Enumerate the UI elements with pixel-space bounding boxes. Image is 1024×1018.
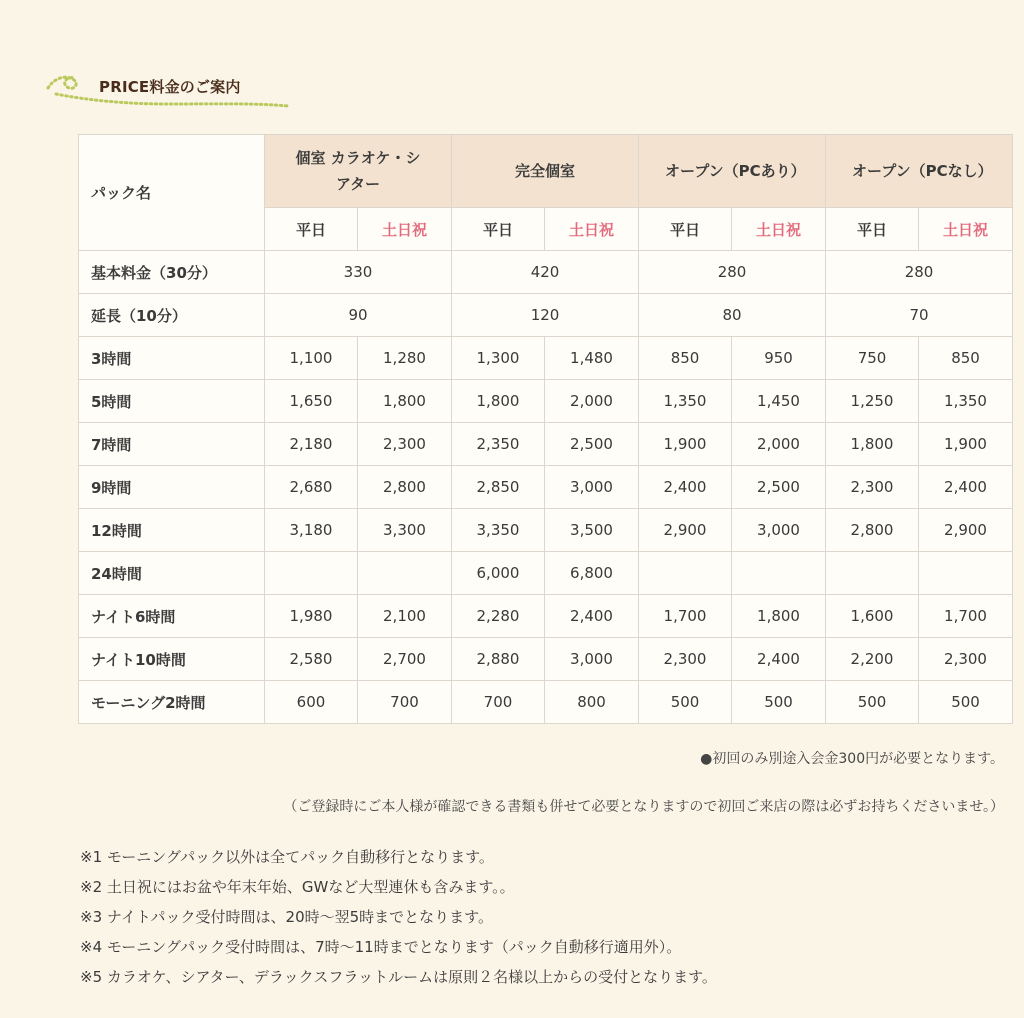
price-cell: 2,350 xyxy=(452,423,545,466)
section-heading xyxy=(46,70,296,110)
price-cell: 2,500 xyxy=(732,466,826,509)
price-cell: 2,900 xyxy=(639,509,732,552)
table-row xyxy=(79,681,1013,724)
price-cell: 2,700 xyxy=(358,638,452,681)
price-cell: 70 xyxy=(826,294,1013,337)
row-label: 12時間 xyxy=(79,509,265,552)
price-cell: 3,500 xyxy=(545,509,639,552)
price-cell: 500 xyxy=(639,681,732,724)
row-label: ナイト10時間 xyxy=(79,638,265,681)
table-row xyxy=(79,638,1013,681)
price-cell: 1,280 xyxy=(358,337,452,380)
price-cell: 2,100 xyxy=(358,595,452,638)
price-cell: 700 xyxy=(452,681,545,724)
price-cell xyxy=(639,552,732,595)
page-title: PRICE料金のご案内 xyxy=(99,78,241,96)
id-requirement-note: （ご登録時にご本人様が確認できる書類も併せて必要となりますので初回ご来店の際は必ずお持ちくださいませ。） xyxy=(283,799,1004,815)
price-cell: 280 xyxy=(639,251,826,294)
price-cell: 1,800 xyxy=(732,595,826,638)
price-cell: 1,900 xyxy=(919,423,1013,466)
plan-header-karaoke-theater: 個室 カラオケ・シアター xyxy=(265,135,452,208)
table-row xyxy=(79,337,1013,380)
price-cell: 3,350 xyxy=(452,509,545,552)
price-cell: 500 xyxy=(732,681,826,724)
price-cell xyxy=(919,552,1013,595)
price-cell: 600 xyxy=(265,681,358,724)
row-label: ナイト6時間 xyxy=(79,595,265,638)
plan-header-private-room: 完全個室 xyxy=(452,135,639,208)
price-cell: 6,000 xyxy=(452,552,545,595)
plan-header-open-no-pc: オープン（PCなし） xyxy=(826,135,1013,208)
price-cell: 1,300 xyxy=(452,337,545,380)
note-item: ※2 土日祝にはお盆や年末年始、GWなど大型連休も含みます。。 xyxy=(80,878,515,896)
price-cell: 2,180 xyxy=(265,423,358,466)
price-cell: 2,000 xyxy=(545,380,639,423)
price-cell: 2,200 xyxy=(826,638,919,681)
holiday-header: 土日祝 xyxy=(545,208,639,251)
price-cell: 120 xyxy=(452,294,639,337)
price-cell xyxy=(265,552,358,595)
price-cell: 1,800 xyxy=(452,380,545,423)
table-row xyxy=(79,380,1013,423)
row-label: 9時間 xyxy=(79,466,265,509)
price-cell: 330 xyxy=(265,251,452,294)
price-cell: 3,000 xyxy=(545,466,639,509)
holiday-header: 土日祝 xyxy=(919,208,1013,251)
price-cell: 3,180 xyxy=(265,509,358,552)
price-cell: 800 xyxy=(545,681,639,724)
price-cell: 2,300 xyxy=(826,466,919,509)
price-cell: 2,800 xyxy=(826,509,919,552)
price-cell: 1,800 xyxy=(358,380,452,423)
row-label: 5時間 xyxy=(79,380,265,423)
row-label: モーニング2時間 xyxy=(79,681,265,724)
table-row xyxy=(79,509,1013,552)
price-cell: 1,350 xyxy=(919,380,1013,423)
price-cell: 750 xyxy=(826,337,919,380)
price-cell: 1,700 xyxy=(919,595,1013,638)
price-cell: 1,100 xyxy=(265,337,358,380)
price-cell: 3,300 xyxy=(358,509,452,552)
note-item: ※3 ナイトパック受付時間は、20時～翌5時までとなります。 xyxy=(80,908,493,926)
price-cell: 2,400 xyxy=(732,638,826,681)
pack-name-header: パック名 xyxy=(79,135,265,251)
note-item: ※4 モーニングパック受付時間は、7時～11時までとなります（パック自動移行適用外）。 xyxy=(80,938,682,956)
weekday-header: 平日 xyxy=(452,208,545,251)
row-label: 24時間 xyxy=(79,552,265,595)
price-cell: 3,000 xyxy=(732,509,826,552)
price-cell: 2,880 xyxy=(452,638,545,681)
row-label: 7時間 xyxy=(79,423,265,466)
price-table-body xyxy=(79,251,1013,724)
row-label: 基本料金（30分） xyxy=(79,251,265,294)
price-cell xyxy=(358,552,452,595)
table-row xyxy=(79,423,1013,466)
price-cell: 2,800 xyxy=(358,466,452,509)
price-cell: 700 xyxy=(358,681,452,724)
holiday-header: 土日祝 xyxy=(732,208,826,251)
weekday-header: 平日 xyxy=(639,208,732,251)
price-cell: 850 xyxy=(919,337,1013,380)
price-cell: 850 xyxy=(639,337,732,380)
price-cell: 1,480 xyxy=(545,337,639,380)
note-item: ※1 モーニングパック以外は全てパック自動移行となります。 xyxy=(80,848,494,866)
note-item: ※5 カラオケ、シアター、デラックスフラットルームは原則２名様以上からの受付となります。 xyxy=(80,968,717,986)
table-row xyxy=(79,595,1013,638)
price-cell: 1,650 xyxy=(265,380,358,423)
price-cell: 2,300 xyxy=(919,638,1013,681)
price-cell: 2,900 xyxy=(919,509,1013,552)
price-cell: 80 xyxy=(639,294,826,337)
price-cell: 3,000 xyxy=(545,638,639,681)
price-cell: 2,400 xyxy=(639,466,732,509)
row-label: 3時間 xyxy=(79,337,265,380)
price-cell: 2,580 xyxy=(265,638,358,681)
price-cell: 2,850 xyxy=(452,466,545,509)
price-cell: 1,600 xyxy=(826,595,919,638)
price-cell: 6,800 xyxy=(545,552,639,595)
price-cell: 500 xyxy=(919,681,1013,724)
holiday-header: 土日祝 xyxy=(358,208,452,251)
weekday-header: 平日 xyxy=(265,208,358,251)
price-cell xyxy=(732,552,826,595)
notes-list xyxy=(80,846,717,996)
price-cell: 420 xyxy=(452,251,639,294)
table-row xyxy=(79,294,1013,337)
price-cell xyxy=(826,552,919,595)
price-cell: 2,400 xyxy=(545,595,639,638)
price-cell: 2,280 xyxy=(452,595,545,638)
price-cell: 1,800 xyxy=(826,423,919,466)
price-cell: 1,350 xyxy=(639,380,732,423)
row-label: 延長（10分） xyxy=(79,294,265,337)
price-cell: 2,300 xyxy=(639,638,732,681)
price-cell: 2,300 xyxy=(358,423,452,466)
price-cell: 1,700 xyxy=(639,595,732,638)
price-cell: 1,900 xyxy=(639,423,732,466)
price-cell: 2,680 xyxy=(265,466,358,509)
table-row xyxy=(79,251,1013,294)
price-cell: 1,450 xyxy=(732,380,826,423)
price-cell: 1,980 xyxy=(265,595,358,638)
price-cell: 950 xyxy=(732,337,826,380)
price-cell: 280 xyxy=(826,251,1013,294)
price-cell: 2,400 xyxy=(919,466,1013,509)
membership-fee-note: ●初回のみ別途入会金300円が必要となります。 xyxy=(700,751,1004,767)
plan-header-open-pc: オープン（PCあり） xyxy=(639,135,826,208)
price-cell: 500 xyxy=(826,681,919,724)
weekday-header: 平日 xyxy=(826,208,919,251)
price-table xyxy=(78,134,1013,724)
price-cell: 2,500 xyxy=(545,423,639,466)
table-row xyxy=(79,552,1013,595)
price-cell: 2,000 xyxy=(732,423,826,466)
price-cell: 90 xyxy=(265,294,452,337)
price-cell: 1,250 xyxy=(826,380,919,423)
table-row xyxy=(79,466,1013,509)
